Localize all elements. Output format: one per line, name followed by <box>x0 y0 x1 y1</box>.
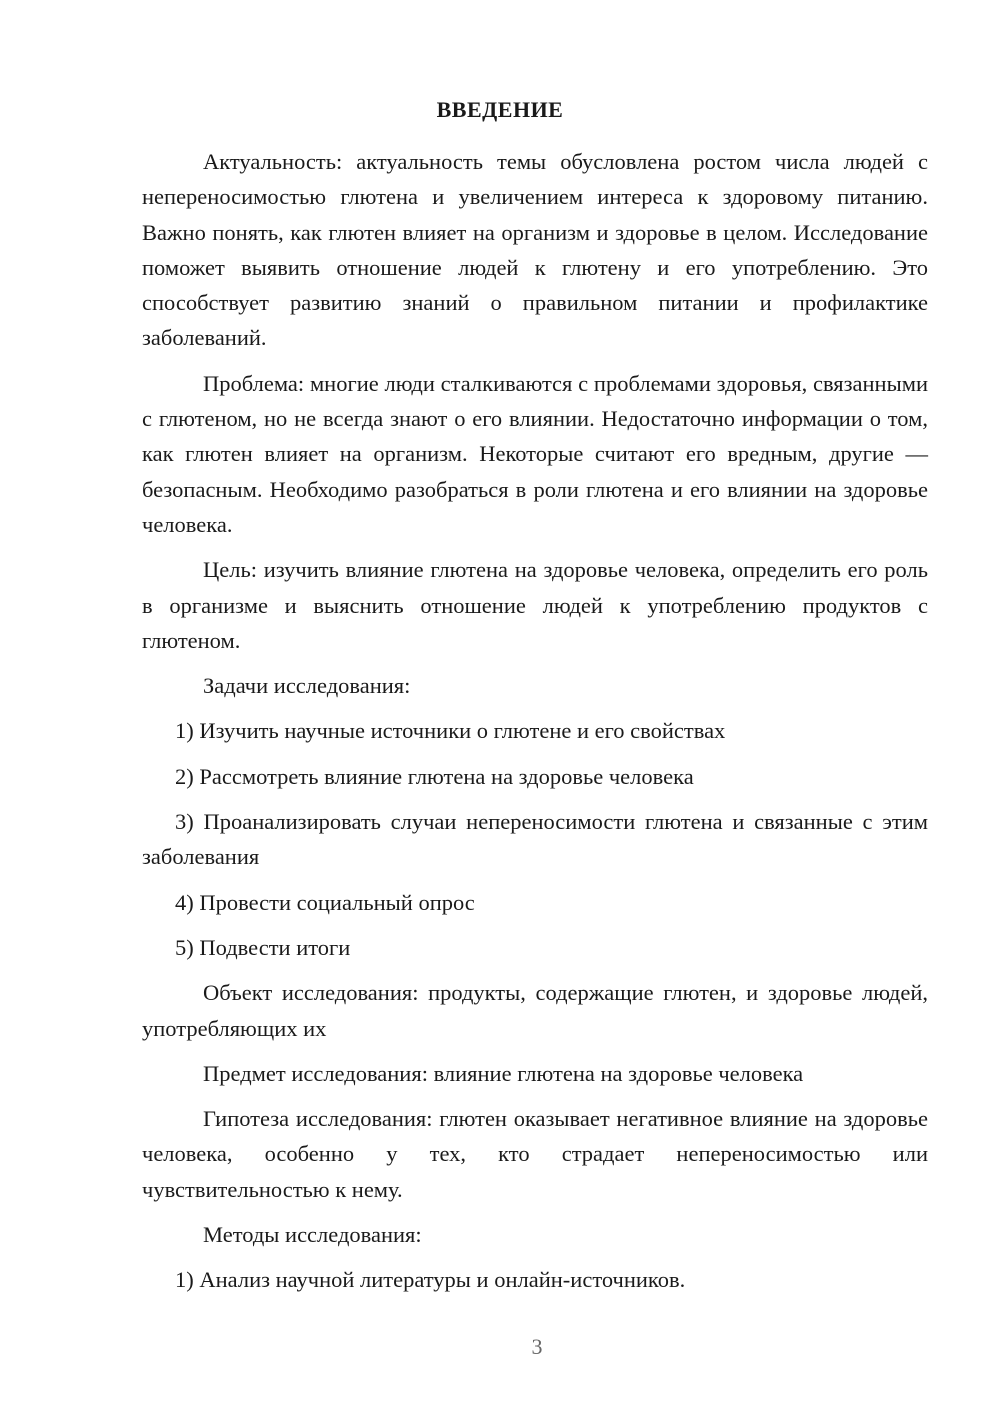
object-paragraph: Объект исследования: продукты, содержащие глютен, и здоровье людей, употребляющих их <box>142 980 928 1041</box>
task-item: 5) Подвести итоги <box>175 934 351 960</box>
page-number: 3 <box>531 1334 543 1359</box>
tasks-title: Задачи исследования: <box>203 673 411 699</box>
methods-title: Методы исследования: <box>203 1222 422 1248</box>
subject-paragraph: Предмет исследования: влияние глютена на здоровье человека <box>203 1060 804 1086</box>
task-item: 1) Изучить научные источники о глютене и его свойствах <box>175 718 726 744</box>
body-text <box>142 144 928 1308</box>
goal-paragraph: Цель: изучить влияние глютена на здоровье человека, определить его роль в организме и выяснить отношение людей к употреблению продуктов с глютеном. <box>142 557 928 653</box>
task-item: 2) Рассмотреть влияние глютена на здоровье человека <box>175 763 694 789</box>
section-heading: ВВЕДЕНИЕ <box>436 97 564 122</box>
method-item: 1) Анализ научной литературы и онлайн-источников. <box>175 1267 686 1293</box>
problem-paragraph: Проблема: многие люди сталкиваются с проблемами здоровья, связанными с глютеном, но не всегда знают о его влиянии. Недостаточно информации о том, как глютен влияет на организм. Некоторые считают его вредным, другие — безопасным. Необходимо разобраться в роли глютена и его влиянии на здоровье человека. <box>142 370 928 537</box>
hypothesis-paragraph: Гипотеза исследования: глютен оказывает негативное влияние на здоровье человека, особенно у тех, кто страдает непереносимостью или чувствительностью к нему. <box>142 1106 928 1202</box>
relevance-paragraph: Актуальность: актуальность темы обусловлена ростом числа людей с непереносимостью глютена и увеличением интереса к здоровому питанию. Важно понять, как глютен влияет на организм и здоровье в целом. Исследование поможет выявить отношение людей к глютену и его употреблению. Это способствует развитию знаний о правильном питании и профилактике заболеваний. <box>142 149 928 351</box>
task-item: 3) Проанализировать случаи непереносимости глютена и связанные с этим заболевания <box>142 809 928 870</box>
task-item: 4) Провести социальный опрос <box>175 889 475 915</box>
